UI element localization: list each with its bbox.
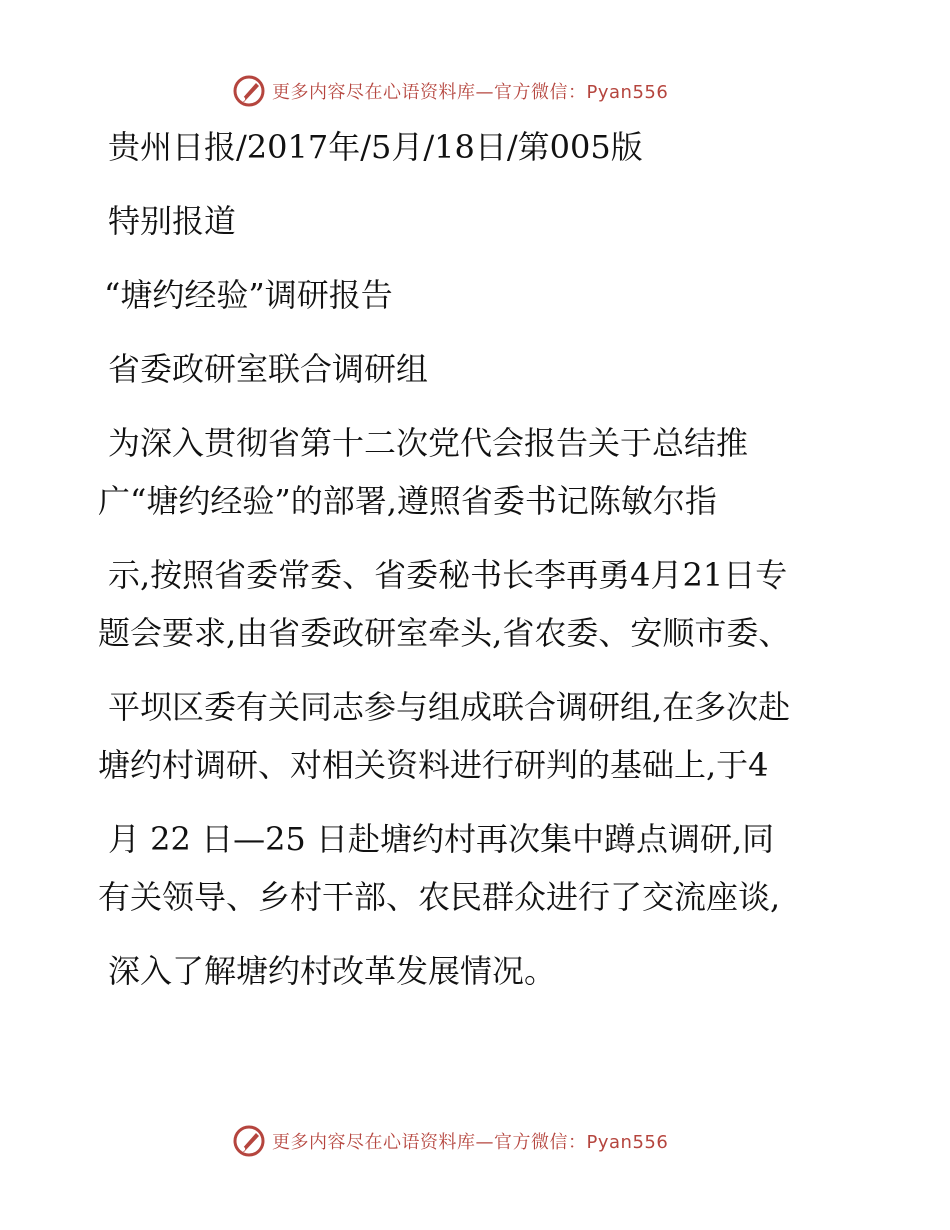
article-body-line: 广“塘约经验”的部署,遵照省委书记陈敏尔指 [98, 482, 717, 520]
article-title: “塘约经验”调研报告 [104, 276, 393, 314]
pen-logo-icon [232, 74, 266, 108]
watermark-header [232, 74, 668, 108]
article-body-line: 塘约村调研、对相关资料进行研判的基础上,于4 [98, 746, 769, 784]
watermark-footer [232, 1124, 668, 1158]
article-body-line: 月 22 日—25 日赴塘约村再次集中蹲点调研,同 [108, 820, 775, 858]
article-section: 特别报道 [108, 202, 237, 240]
article-body-line: 为深入贯彻省第十二次党代会报告关于总结推 [108, 424, 749, 462]
article-body-line: 有关领导、乡村干部、农民群众进行了交流座谈, [98, 878, 781, 916]
pen-logo-icon [232, 1124, 266, 1158]
article-body-line: 深入了解塘约村改革发展情况。 [108, 952, 557, 990]
article-body-line: 示,按照省委常委、省委秘书长李再勇4月21日专 [108, 556, 788, 594]
article-source-line: 贵州日报/2017年/5月/18日/第005版 [108, 128, 643, 166]
watermark-text: 更多内容尽在心语资料库—官方微信：Pyan556 [272, 82, 669, 103]
article-body-line: 题会要求,由省委政研室牵头,省农委、安顺市委、 [98, 614, 791, 652]
watermark-text: 更多内容尽在心语资料库—官方微信：Pyan556 [272, 1132, 669, 1153]
article-author: 省委政研室联合调研组 [108, 350, 429, 388]
article-body-line: 平坝区委有关同志参与组成联合调研组,在多次赴 [108, 688, 791, 726]
